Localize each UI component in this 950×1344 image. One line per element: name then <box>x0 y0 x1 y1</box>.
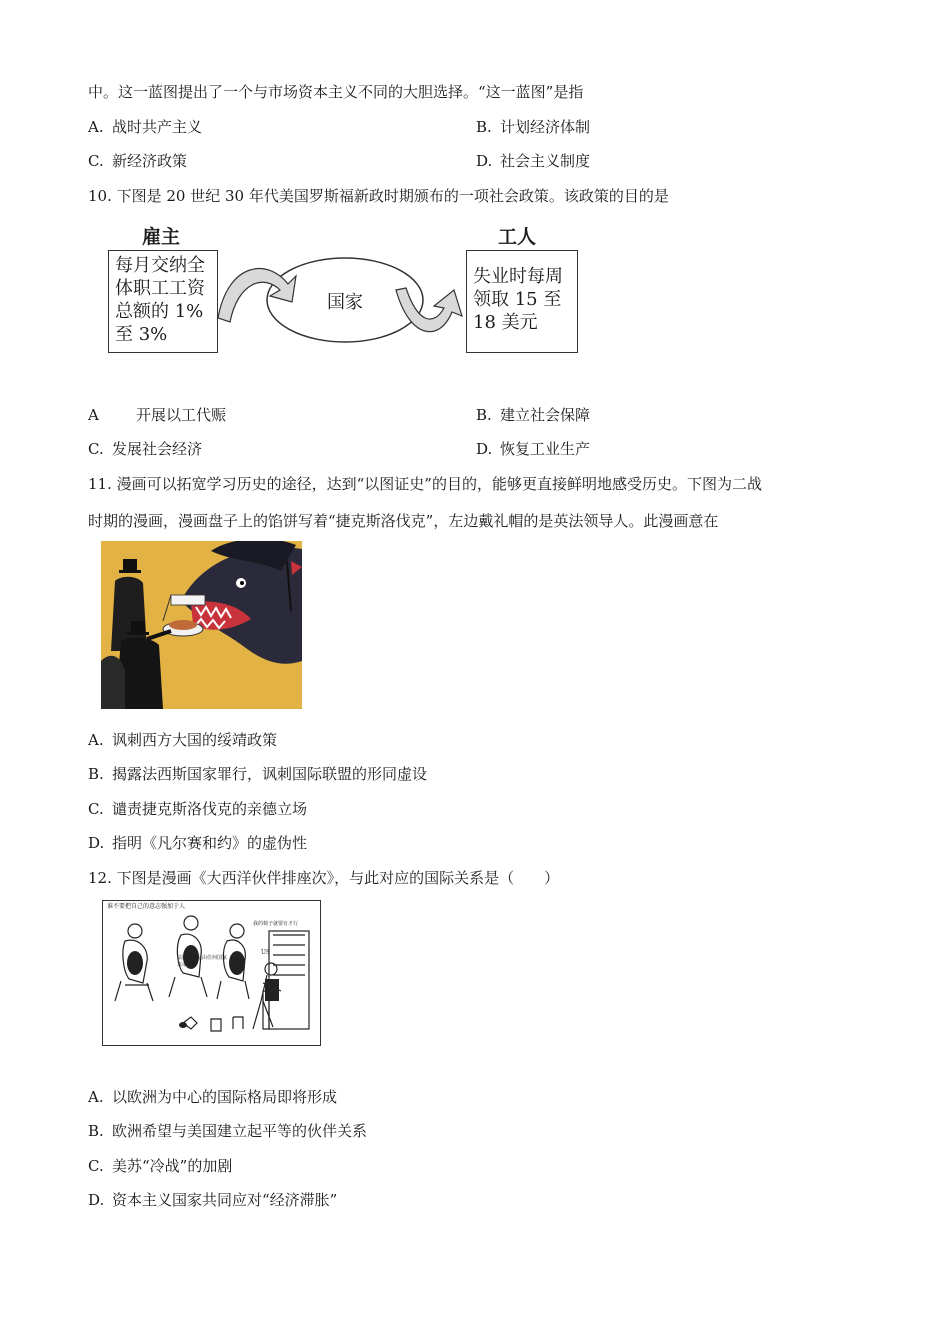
worker-box-line: 领取 15 至 <box>473 289 562 310</box>
q10-option-a[interactable] <box>88 405 226 425</box>
option-letter: B. <box>88 1122 104 1140</box>
option-text: 开展以工代赈 <box>136 406 227 424</box>
state-label: 国家 <box>327 292 363 313</box>
option-text: 讽刺西方大国的绥靖政策 <box>112 731 278 749</box>
option-text: 美苏“冷战”的加剧 <box>112 1157 233 1175</box>
employer-box-line: 每月交纳全 <box>115 255 205 276</box>
q11-option-c[interactable] <box>88 799 307 819</box>
option-letter: D. <box>476 440 493 458</box>
option-letter: A. <box>88 1088 104 1106</box>
cartoon-caption: 谁不要把自己的意志强加于人 <box>107 903 186 910</box>
q9-option-c[interactable] <box>88 151 187 171</box>
q11-stem-line1: 11. 漫画可以拓宽学习历史的途径，达到“以图证史”的目的，能够更直接鲜明地感受历史。下图为二战 <box>88 475 762 493</box>
option-text: 社会主义制度 <box>500 152 591 170</box>
option-text: 揭露法西斯国家罪行，讽刺国际联盟的形同虚设 <box>112 765 428 783</box>
employer-box-line: 体职工工资 <box>115 278 205 299</box>
option-text: 欧洲希望与美国建立起平等的伙伴关系 <box>112 1122 368 1140</box>
q11-option-b[interactable] <box>88 764 427 784</box>
appeasement-cartoon-image <box>101 541 302 709</box>
q10-stem: 10. 下图是 20 世纪 30 年代美国罗斯福新政时期颁布的一项社会政策。该政策的目的是 <box>88 187 669 205</box>
option-letter: D. <box>88 1191 105 1209</box>
q9-stem-continuation: 中。这一蓝图提出了一个与市场资本主义不同的大胆选择。“这一蓝图”是指 <box>88 83 584 101</box>
q9-option-a[interactable] <box>88 117 202 137</box>
q11-stem-line2: 时期的漫画，漫画盘子上的馅饼写着“捷克斯洛伐克”，左边戴礼帽的是英法领导人。此漫画意在 <box>88 512 719 530</box>
option-letter: A. <box>88 118 104 136</box>
q10-option-b[interactable] <box>476 405 590 425</box>
worker-header: 工人 <box>498 226 537 248</box>
worker-box-line: 18 美元 <box>473 312 538 333</box>
option-letter: C. <box>88 440 104 458</box>
appeasement-cartoon-graphic <box>101 541 302 709</box>
option-text: 建立社会保障 <box>500 406 591 424</box>
option-letter: C. <box>88 1157 104 1175</box>
option-letter: B. <box>476 118 492 136</box>
option-text: 以欧洲为中心的国际格局即将形成 <box>112 1088 338 1106</box>
employer-box-line: 总额的 1% <box>115 301 204 322</box>
cartoon-bubble-1: 我的椅子就要有才行 <box>253 921 299 927</box>
q10-option-c[interactable] <box>88 439 202 459</box>
q12-stem: 12. 下图是漫画《大西洋伙伴排座次》，与此对应的国际关系是（ ） <box>88 869 560 887</box>
employer-box-line: 至 3% <box>115 324 168 345</box>
cartoon-bubble-2: 法国并不是由任何国家来命令的 <box>177 955 228 968</box>
option-letter: A <box>88 406 99 424</box>
q12-option-b[interactable] <box>88 1121 367 1141</box>
option-letter: D. <box>88 834 105 852</box>
q10-policy-diagram <box>100 222 590 362</box>
option-text: 资本主义国家共同应对“经济滞胀” <box>112 1191 338 1209</box>
option-text: 战时共产主义 <box>112 118 203 136</box>
atlantic-partners-cartoon-image <box>102 900 321 1046</box>
worker-box-line: 失业时每周 <box>473 266 563 287</box>
option-text: 恢复工业生产 <box>500 440 591 458</box>
q9-option-d[interactable] <box>476 151 590 171</box>
option-text: 计划经济体制 <box>500 118 591 136</box>
option-letter: D. <box>476 152 493 170</box>
q9-option-b[interactable] <box>476 117 590 137</box>
option-text: 谴责捷克斯洛伐克的亲德立场 <box>112 800 308 818</box>
cartoon-us-tag: US <box>261 949 271 956</box>
q12-option-d[interactable] <box>88 1190 337 1210</box>
employer-header: 雇主 <box>142 226 181 248</box>
q12-option-a[interactable] <box>88 1087 337 1107</box>
q11-option-d[interactable] <box>88 833 307 853</box>
employer-box <box>108 250 218 353</box>
option-text: 指明《凡尔赛和约》的虚伪性 <box>112 834 308 852</box>
worker-box <box>466 250 578 353</box>
q11-option-a[interactable] <box>88 730 277 750</box>
option-text: 发展社会经济 <box>112 440 203 458</box>
option-text: 新经济政策 <box>112 152 188 170</box>
option-letter: A. <box>88 731 104 749</box>
q10-option-d[interactable] <box>476 439 590 459</box>
option-letter: B. <box>476 406 492 424</box>
q12-option-c[interactable] <box>88 1156 232 1176</box>
option-letter: C. <box>88 152 104 170</box>
option-letter: C. <box>88 800 104 818</box>
option-letter: B. <box>88 765 104 783</box>
